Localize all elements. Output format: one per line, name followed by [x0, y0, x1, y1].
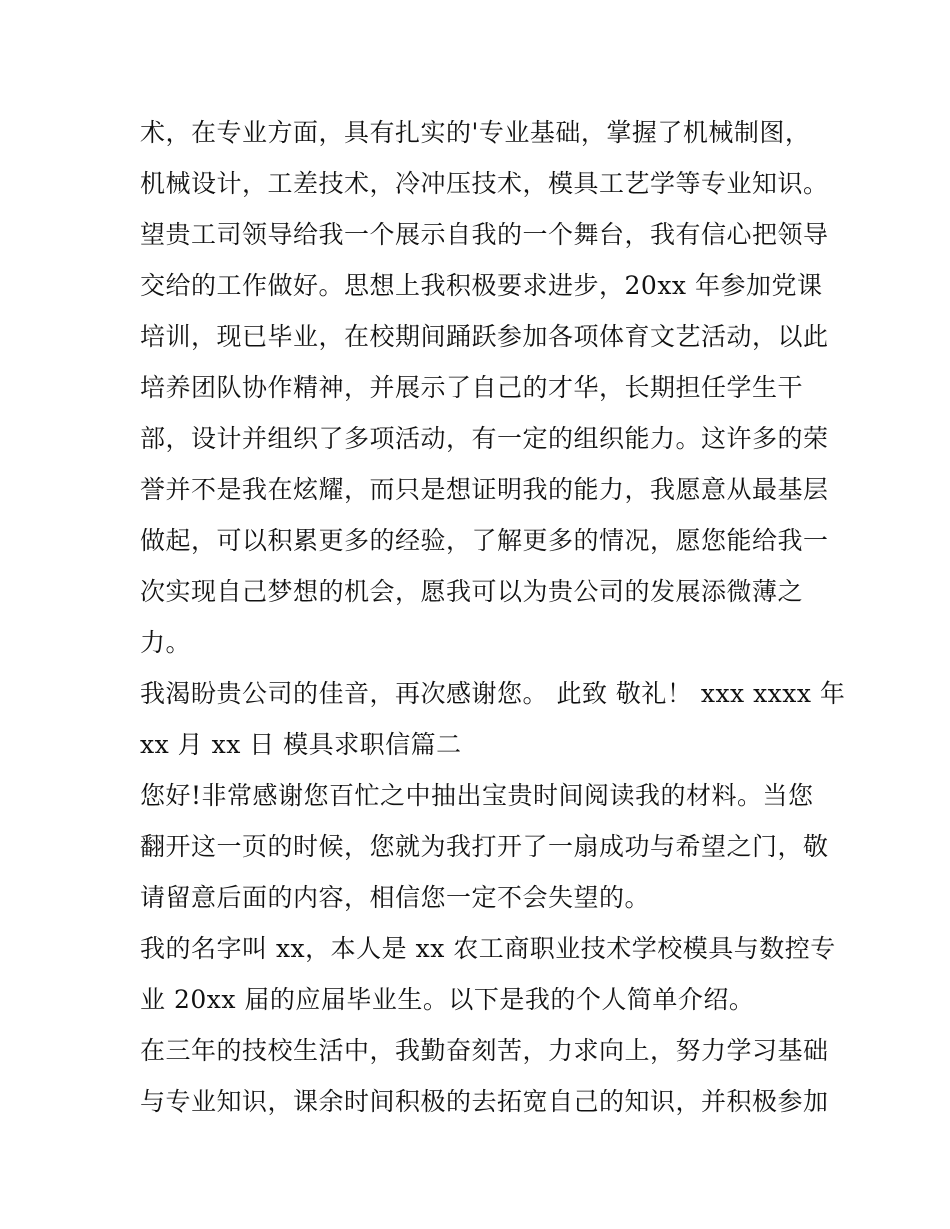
text-line: 术，在专业方面，具有扎实的'专业基础，掌握了机械制图，: [140, 118, 811, 147]
text-line: 培养团队协作精神，并展示了自己的才华，长期担任学生干: [140, 373, 804, 402]
text-line: 部，设计并组织了多项活动，有一定的组织能力。这许多的荣: [140, 424, 829, 453]
text-line: 我的名字叫 xx，本人是 xx 农工商职业技术学校模具与数控专: [140, 934, 836, 963]
text-line: 望贵工司领导给我一个展示自我的一个舞台，我有信心把领导: [140, 220, 829, 249]
letter-body: [140, 107, 846, 1127]
text-line: 次实现自己梦想的机会，愿我可以为贵公司的发展添微薄之: [140, 577, 804, 606]
text-line: 培训，现已毕业，在校期间踊跃参加各项体育文艺活动，以此: [140, 322, 829, 351]
text-line: 交给的工作做好。思想上我积极要求进步，20xx 年参加党课: [140, 271, 823, 300]
text-line: 业 20xx 届的应届毕业生。以下是我的个人简单介绍。: [140, 985, 755, 1014]
text-line: 请留意后面的内容，相信您一定不会失望的。: [140, 883, 651, 912]
text-line: 机械设计，工差技术，冷冲压技术，模具工艺学等专业知识。: [140, 169, 829, 198]
text-line: 做起，可以积累更多的经验，了解更多的情况，愿您能给我一: [140, 526, 829, 555]
text-line: 您好!非常感谢您百忙之中抽出宝贵时间阅读我的材料。当您: [140, 781, 814, 810]
text-line: 力。: [140, 628, 192, 657]
text-line: 誉并不是我在炫耀，而只是想证明我的能力，我愿意从最基层: [140, 475, 829, 504]
text-line: 翻开这一页的时候，您就为我打开了一扇成功与希望之门，敬: [140, 832, 829, 861]
text-line: xx 月 xx 日 模具求职信篇二: [140, 730, 462, 759]
text-line: 与专业知识，课余时间积极的去拓宽自己的知识，并积极参加: [140, 1087, 829, 1116]
text-line: 在三年的技校生活中，我勤奋刻苦，力求向上，努力学习基础: [140, 1036, 829, 1065]
text-line: 我渴盼贵公司的佳音，再次感谢您。 此致 敬礼！ xxx xxxx 年: [140, 679, 846, 708]
